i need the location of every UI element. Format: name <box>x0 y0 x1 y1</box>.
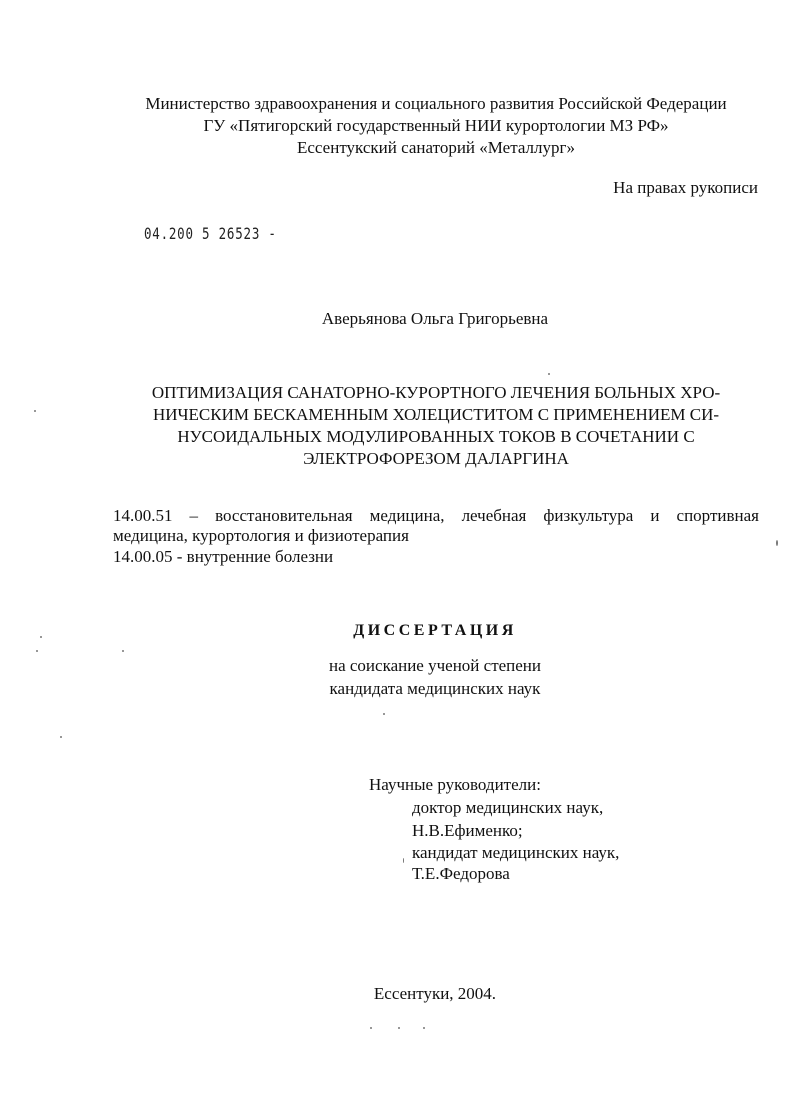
scan-speck <box>122 650 124 652</box>
institute-name: ГУ «Пятигорский государственный НИИ курортологии МЗ РФ» <box>203 116 669 135</box>
specialty-line-1-continued: медицина, курортология и физиотерапия <box>113 526 409 545</box>
specialty-word: медицина, <box>369 506 445 525</box>
specialty-word: восстановительная <box>215 506 353 525</box>
city-year: Ессентуки, 2004. <box>373 984 497 1003</box>
degree-line-2: кандидата медицинских наук <box>329 679 541 698</box>
ministry-name: Министерство здравоохранения и социального развития Российской Федерации <box>145 94 727 113</box>
supervisor-line: Н.В.Ефименко; <box>412 821 523 840</box>
registration-stamp-number: 04.200 5 26523 - <box>144 224 277 243</box>
specialty-word: и <box>650 506 660 525</box>
scan-speck <box>370 1027 372 1029</box>
sanatorium-name: Ессентукский санаторий «Металлург» <box>297 138 575 157</box>
degree-line-1: на соискание ученой степени <box>328 656 542 675</box>
supervisors-label: Научные руководители: <box>369 775 541 794</box>
dissertation-title-line: ЭЛЕКТРОФОРЕЗОМ ДАЛАРГИНА <box>303 449 569 468</box>
supervisor-line: Т.Е.Федорова <box>412 864 510 883</box>
supervisor-line: доктор медицинских наук, <box>412 798 604 817</box>
specialty-word: 14.00.51 <box>113 506 173 525</box>
document-type-heading: ДИССЕРТАЦИЯ <box>353 622 517 639</box>
scan-speck <box>36 650 38 652</box>
scan-speck <box>34 410 36 412</box>
dissertation-title-line: ОПТИМИЗАЦИЯ САНАТОРНО-КУРОРТНОГО ЛЕЧЕНИЯ БОЛЬНЫХ ХРО- <box>151 383 721 402</box>
author-name: Аверьянова Ольга Григорьевна <box>321 309 549 328</box>
dissertation-title-line: НУСОИДАЛЬНЫХ МОДУЛИРОВАННЫХ ТОКОВ В СОЧЕТАНИИ С <box>177 427 695 446</box>
scan-speck <box>383 713 385 715</box>
scan-speck <box>60 736 62 738</box>
specialty-line-2: 14.00.05 - внутренние болезни <box>113 547 334 566</box>
specialty-word: лечебная <box>461 506 527 525</box>
supervisor-line: кандидат медицинских наук, <box>412 843 620 862</box>
specialty-word: – <box>189 506 199 525</box>
scan-speck <box>398 1027 400 1029</box>
scan-speck <box>423 1027 425 1029</box>
specialty-word: физкультура <box>543 506 634 525</box>
specialty-line-1 <box>113 505 759 527</box>
scan-speck <box>403 858 404 863</box>
specialty-word: спортивная <box>676 506 759 525</box>
scan-speck <box>548 373 550 375</box>
scan-speck <box>776 540 778 546</box>
rights-note: На правах рукописи <box>613 178 758 197</box>
scan-speck <box>40 636 42 638</box>
dissertation-title-line: НИЧЕСКИМ БЕСКАМЕННЫМ ХОЛЕЦИСТИТОМ С ПРИМЕНЕНИЕМ СИ- <box>152 405 720 424</box>
